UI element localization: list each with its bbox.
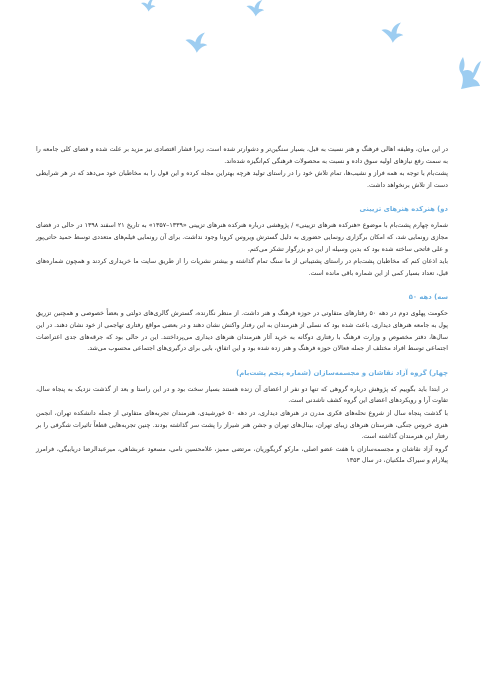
article-body [36,144,448,468]
bird-icon [245,0,265,17]
section-paragraph: شماره چهارم پشت‌بام با موضوع «هنرکده هنرهای تزیینی» / پژوهشی درباره هنرکده هنرهای تزیینی «۱۳۳۹–۱۳۵۷» به تاریخ ۲۱ اسفند ۱۳۹۸ در حالی در فضای مجازی رونمایی شد، که امکان برگزاری رونمایی حضوری به دلیل گسترش ویروس کرونا وجود نداشت. برای آن رونمایی فیلم‌های متعددی توسط حمید حاتی‌پور و علی فاتحی ساخته شده بود که بدین وسیله از این دو بزرگوار تشکر می‌کنم. [36,222,448,253]
section-heading: سه) دهه ۵۰ [408,293,448,302]
bird-icon [184,32,208,54]
intro-paragraph: در این میان، وظیفه اهالی فرهنگ و هنر نسبت به قبل، بسیار سنگین‌تر و دشوارتر شده است، زیرا فشار اقتصادی نیز مزید بر علت شده و فضای کلی جامعه را به سمت رفع نیازهای اولیه سوق داده و نسبت به محصولات فرهنگی کم‌انگیزه شده‌اند. [36,146,448,165]
bird-icon [455,55,481,89]
section-paragraph: گروه آزاد نقاشان و مجسمه‌سازان با هفت عضو اصلی، مارکو گریگوریان، مرتضی ممیز، غلامحسین نامی، مسعود عربشاهی، میرعبدالرضا دریابیگی، فرامرز پیلارام و سیراک ملکنیان، در سال ۱۳۵۳ [36,445,448,465]
bird-icon [380,22,404,44]
intro-paragraph: پشت‌بام با توجه به همه فراز و نشیب‌ها، تمام تلاش خود را در راستای تولید هرچه بهتراین مجله کرده و این قول را به مخاطبان خود می‌دهد که در هر شرایطی دست از تلاش برنخواهد داشت. [36,170,448,189]
section-heading: دو) هنرکده هنرهای تزیینی [359,205,448,214]
section-paragraph: با گذشت پنجاه سال از شروع نحله‌های فکری مدرن در هنرهای دیداری، در دهه ۵۰ خورشیدی، هنرمندان تجربه‌های متفاوتی از جمله دانشکده تهران، انجمن هنری خروس جنگی، هنرستان هنرهای زیبای تهران، بینال‌های تهران و جشن هنر شیراز را پشت سر گذاشته بودند. چنین تجربه‌هایی قطعاً تاثیرات شگرفی را بر رفتار این هنرمندان گذاشته است. [36,409,448,441]
section-paragraph: در ابتدا باید بگوییم که پژوهش درباره گروهی که تنها دو نفر از اعضای آن زنده هستند بسیار سخت بود و در این راستا و بعد از گذشت نزدیک به پنجاه سال، تفاوت آرا و رویکردهای اعضای این گروه کشف ناشدنی است. [36,385,448,405]
section-paragraph: حکومت پهلوی دوم در دهه ۵۰ رفتارهای متفاوتی در حوزه فرهنگ و هنر داشت. از منظر نگارنده، گسترش گالری‌های دولتی و بعضاً خصوصی و همچنین تزریق پول به جامعه هنرهای دیداری، باعث شده بود که نسلی از هنرمندان به این رفتار واکنش نشان دهند و در بعضی مواقع رفتاری تهاجمی از خود نشان دهند. در این سال‌ها، دفتر مخصوص و وزارت فرهنگ با رفتاری دوگانه به خرید آثار هنرمندان هنرهای دیداری می‌پرداختند. این در حالی بود که جرقه‌های جدی اعتراضات اجتماعی توسط افراد مختلف از جمله فعالان حوزه فرهنگ و هنر زده شده بود و این اتفاق، بابی برای درگیری‌های اجتماعی محسوب می‌شد. [36,310,449,353]
bird-icon [140,0,156,12]
section-heading: چهار) گروه آزاد نقاشان و مجسمه‌سازان (شماره پنجم پشت‌بام) [236,368,448,377]
section-paragraph: باید اذعان کنم که مخاطبان پشت‌بام در راستای پشتیبانی از ما سنگ تمام گذاشته و بیشتر نشریات را از طریق سایت ما خریداری کردند و همچون شماره‌های قبل، تعداد بسیار کمی از این شماره باقی مانده است. [36,258,448,277]
